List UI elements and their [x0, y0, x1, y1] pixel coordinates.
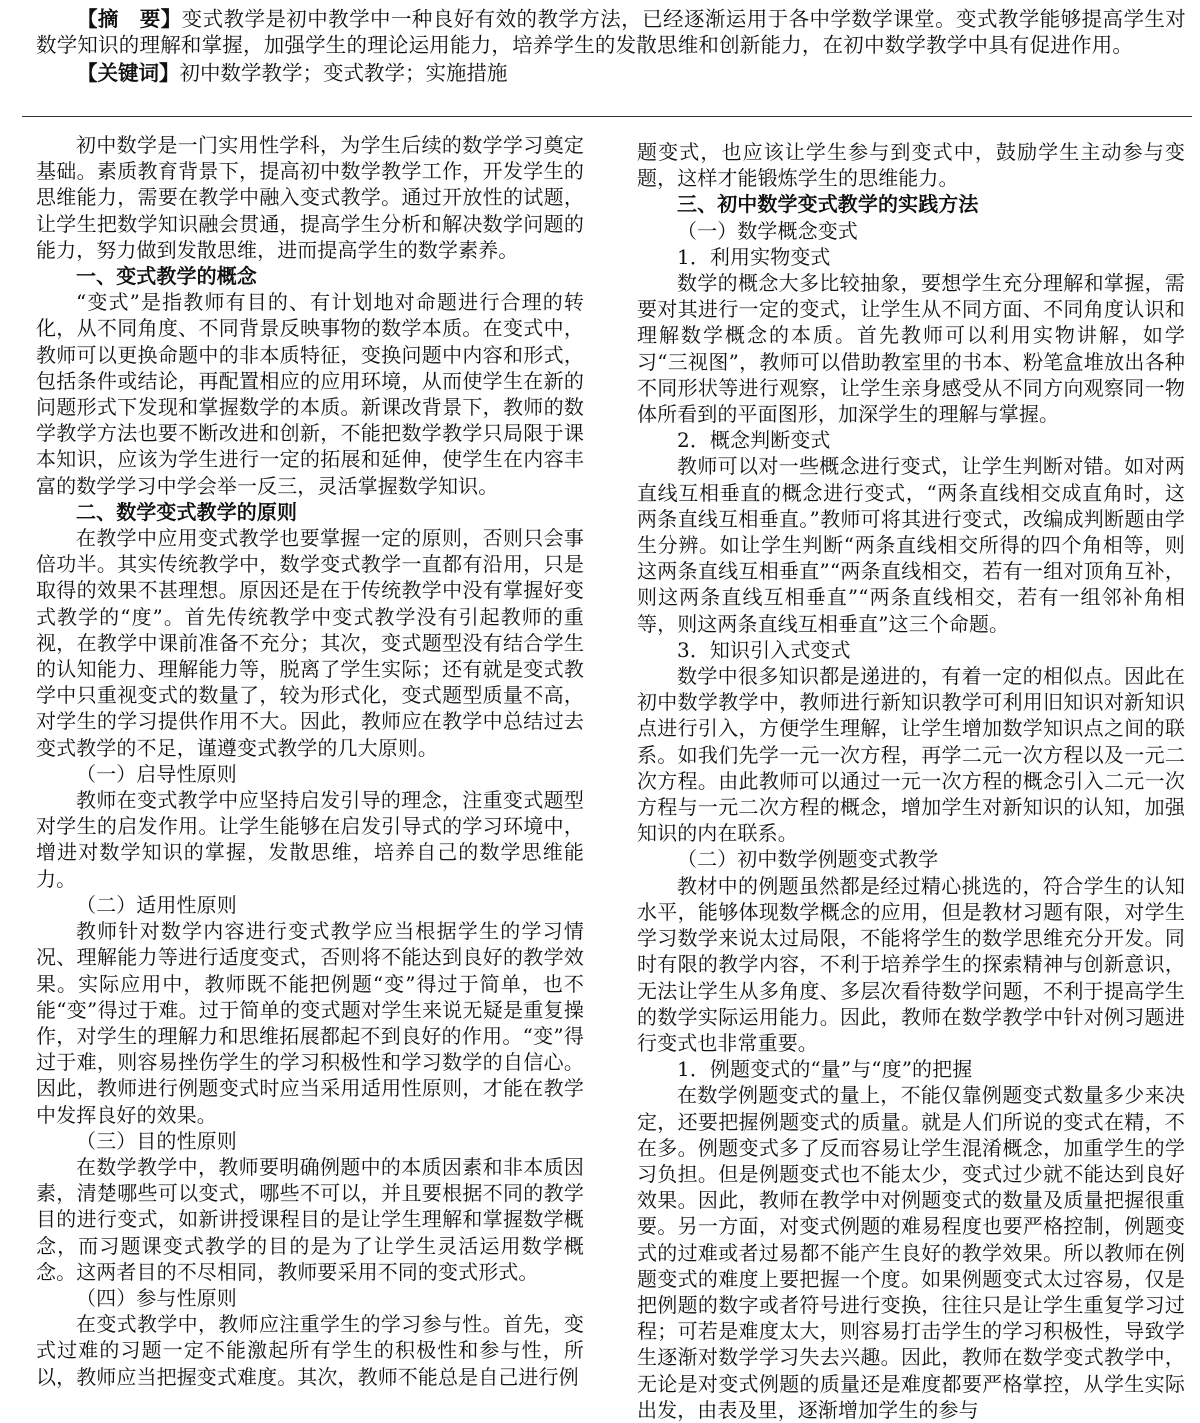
keywords-label: 【关键词】 — [77, 61, 180, 85]
continued-paragraph: 题变式，也应该让学生参与到变式中，鼓励学生主动参与变题，这样才能锻炼学生的思维能力。 — [637, 140, 1185, 191]
body-paragraph: 教师在变式教学中应坚持启发引导的理念，注重变式题型对学生的启发作用。让学生能够在启发引导式的学习环境中，增进对数学知识的掌握，发散思维，培养自己的数学思维能力。 — [36, 788, 584, 891]
keywords-paragraph — [36, 60, 1186, 86]
abstract-text: 变式教学是初中教学中一种良好有效的教学方法，已经逐渐运用于各中学数学课堂。变式教学能够提高学生对数学知识的理解和掌握，加强学生的理论运用能力，培养学生的发散思维和创新能力，在初中数学教学中具有促进作用。 — [36, 7, 1187, 57]
abstract-paragraph — [36, 6, 1186, 58]
numbered-heading: 1．利用实物变式 — [677, 244, 831, 269]
body-paragraph: 数学中很多知识都是递进的，有着一定的相似点。因此在初中数学教学中，教师进行新知识教学可利用旧知识对新知识点进行引入，方便学生理解，让学生增加数学知识点之间的联系。如我们先学一元一次方程，再学二元一次方程以及一元二次方程。由此教师可以通过一元一次方程的概念引入二元一次方程与一元二次方程的概念，增加学生对新知识的认知，加强知识的内在联系。 — [637, 664, 1185, 846]
subsection-heading: （三）目的性原则 — [76, 1128, 237, 1153]
subsection-heading: （一）数学概念变式 — [677, 218, 858, 243]
intro-paragraph: 初中数学是一门实用性学科，为学生后续的数学学习奠定基础。素质教育背景下，提高初中数学教学工作，开发学生的思维能力，需要在教学中融入变式教学。通过开放性的试题，让学生把数学知识融会贯通，提高学生分析和解决数学问题的能力，努力做到发散思维，进而提高学生的数学素养。 — [36, 133, 584, 262]
subsection-heading: （二）初中数学例题变式教学 — [677, 847, 939, 872]
header-divider — [22, 116, 1192, 117]
right-column — [637, 139, 1185, 1423]
body-paragraph: 教师针对数学内容进行变式教学应当根据学生的学习情况、理解能力等进行适度变式，否则将不能达到良好的教学效果。实际应用中，教师既不能把例题“变”得过于简单，也不能“变”得过于难。过于简单的变式题对学生来说无疑是重复操作，对学生的理解力和思维拓展都起不到良好的作用。“变”得过于难，则容易挫伤学生的学习积极性和学习数学的自信心。因此，教师进行例题变式时应当采用适用性原则，才能在教学中发挥良好的效果。 — [36, 919, 584, 1127]
subsection-heading: （二）适用性原则 — [76, 892, 237, 917]
body-paragraph: 在教学中应用变式教学也要掌握一定的原则，否则只会事倍功半。其实传统教学中，数学变式教学一直都有沿用，只是取得的效果不甚理想。原因还是在于传统教学中没有掌握好变式教学的“度”。首先传统教学中变式教学没有引起教师的重视，在教学中课前准备不充分；其次，变式题型没有结合学生的认知能力、理解能力等，脱离了学生实际；还有就是变式教学中只重视变式的数量了，较为形式化，变式题型质量不高，对学生的学习提供作用不大。因此，教师应在教学中总结过去变式教学的不足，谨遵变式教学的几大原则。 — [36, 526, 584, 760]
body-paragraph: 在数学例题变式的量上，不能仅靠例题变式数量多少来决定，还要把握例题变式的质量。就是人们所说的变式在精，不在多。例题变式多了反而容易让学生混淆概念，加重学生的学习负担。但是例题变式也不能太少，变式过少就不能达到良好效果。因此，教师在教学中对例题变式的数量及质量把握很重要。另一方面，对变式例题的难易程度也要严格控制，例题变式的过难或者过易都不能产生良好的教学效果。所以教师在例题变式的难度上要把握一个度。如果例题变式太过容易，仅是把例题的数字或者符号进行变换，往往只是让学生重复学习过程；可若是难度太大，则容易打击学生的学习积极性，导致学生逐渐对数学学习失去兴趣。因此，教师在数学变式教学中，无论是对变式例题的质量还是难度都要严格掌控，从学生实际出发，由表及里，逐渐增加学生的参与 — [637, 1083, 1185, 1422]
section-heading-3: 三、初中数学变式教学的实践方法 — [677, 192, 979, 217]
keywords-text: 初中数学教学；变式教学；实施措施 — [179, 61, 508, 85]
body-paragraph: 数学的概念大多比较抽象，要想学生充分理解和掌握，需要对其进行一定的变式，让学生从不同方面、不同角度认识和理解数学概念的本质。首先教师可以利用实物讲解，如学习“三视图”，教师可以借助教室里的书本、粉笔盒堆放出各种不同形状等进行观察，让学生亲身感受从不同方向观察同一物体所看到的平面图形，加深学生的理解与掌握。 — [637, 271, 1185, 427]
left-column — [36, 132, 584, 1390]
section-heading-2: 二、数学变式教学的原则 — [76, 499, 298, 524]
subsection-heading: （四）参与性原则 — [76, 1285, 237, 1310]
abstract-block — [36, 6, 1186, 86]
numbered-heading: 3．知识引入式变式 — [677, 637, 851, 662]
body-paragraph: 教师可以对一些概念进行变式，让学生判断对错。如对两直线互相垂直的概念进行变式，“两条直线相交成直角时，这两条直线互相垂直。”教师可将其进行变式，改编成判断题由学生分辨。如让学生判断“两条直线相交所得的四个角相等，则这两条直线互相垂直”“两条直线相交，若有一组对顶角互补，则这两条直线互相垂直”“两条直线相交，若有一组邻补角相等，则这两条直线互相垂直”这三个命题。 — [637, 454, 1185, 636]
body-paragraph: 在数学教学中，教师要明确例题中的本质因素和非本质因素，清楚哪些可以变式，哪些不可以，并且要根据不同的教学目的进行变式，如新讲授课程目的是让学生理解和掌握数学概念，而习题课变式教学的目的是为了让学生灵活运用数学概念。这两者目的不尽相同，教师要采用不同的变式形式。 — [36, 1154, 584, 1284]
body-paragraph: 教材中的例题虽然都是经过精心挑选的，符合学生的认知水平，能够体现数学概念的应用，但是教材习题有限，对学生学习数学来说太过局限，不能将学生的数学思维充分开发。同时有限的教学内容，不利于培养学生的探索精神与创新意识，无法让学生从多角度、多层次看待数学问题，不利于提高学生的数学实际运用能力。因此，教师在数学教学中针对例习题进行变式也非常重要。 — [637, 873, 1185, 1055]
section-heading-1: 一、变式教学的概念 — [76, 264, 257, 289]
numbered-heading: 2．概念判断变式 — [677, 428, 831, 453]
body-paragraph: 在变式教学中，教师应注重学生的学习参与性。首先，变式过难的习题一定不能激起所有学生的积极性和参与性，所以，教师应当把握变式难度。其次，教师不能总是自己进行例 — [36, 1312, 584, 1389]
subsection-heading: （一）启导性原则 — [76, 761, 237, 786]
body-paragraph: “变式”是指教师有目的、有计划地对命题进行合理的转化，从不同角度、不同背景反映事物的数学本质。在变式中，教师可以更换命题中的非本质特征，变换问题中内容和形式，包括条件或结论，再配置相应的应用环境，从而使学生在新的问题形式下发现和掌握数学的本质。新课改背景下，教师的数学教学方法也要不断改进和创新，不能把数学教学只局限于课本知识，应该为学生进行一定的拓展和延伸，使学生在内容丰富的数学学习中学会举一反三，灵活掌握数学知识。 — [36, 290, 584, 498]
numbered-heading: 1．例题变式的“量”与“度”的把握 — [677, 1057, 973, 1082]
abstract-label: 【摘 要】 — [77, 7, 182, 31]
